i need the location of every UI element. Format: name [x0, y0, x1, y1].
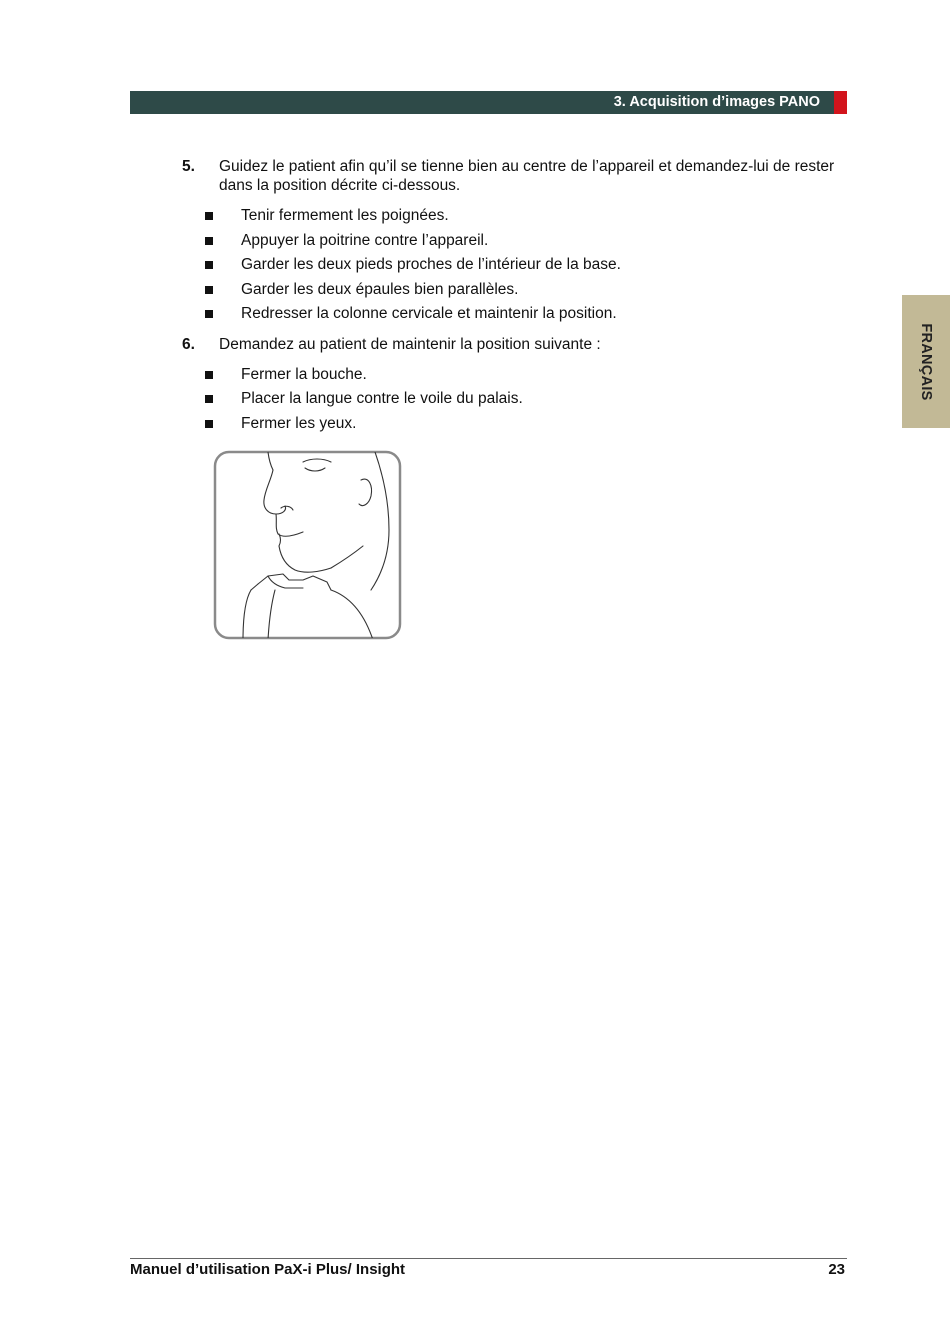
step-number: 5.: [182, 158, 195, 175]
section-header-bar: [130, 91, 834, 114]
list-item-text: Fermer la bouche.: [241, 366, 367, 383]
bullet-square-icon: [205, 237, 213, 245]
bullet-square-icon: [205, 395, 213, 403]
bullet-square-icon: [205, 310, 213, 318]
footer-page-number: 23: [828, 1261, 845, 1278]
header-accent-block: [834, 91, 847, 114]
list-item-text: Redresser la colonne cervicale et maintenir la position.: [241, 305, 617, 322]
footer-divider: [130, 1258, 847, 1259]
language-tab: [902, 295, 950, 428]
list-item-text: Fermer les yeux.: [241, 415, 357, 432]
bullet-square-icon: [205, 261, 213, 269]
step-number: 6.: [182, 336, 195, 353]
footer-manual-title: Manuel d’utilisation PaX-i Plus/ Insight: [130, 1261, 406, 1278]
section-title: 3. Acquisition d’images PANO: [613, 94, 820, 110]
bullet-square-icon: [205, 371, 213, 379]
patient-profile-illustration: [213, 450, 402, 640]
bullet-square-icon: [205, 212, 213, 220]
list-item-text: Garder les deux pieds proches de l’intérieur de la base.: [241, 256, 621, 273]
patient-profile-closed-eyes-illustration: [213, 450, 402, 640]
list-item-text: Garder les deux épaules bien parallèles.: [241, 281, 519, 298]
language-tab-label: FRANÇAIS: [918, 322, 934, 401]
step-text: Demandez au patient de maintenir la position suivante :: [219, 336, 601, 353]
step-text: Guidez le patient afin qu’il se tienne bien au centre de l’appareil et demandez-lui de rester dans la position décrite ci-dessous.: [219, 158, 835, 194]
list-item-text: Tenir fermement les poignées.: [241, 207, 449, 224]
list-item-text: Appuyer la poitrine contre l’appareil.: [241, 232, 489, 249]
bullet-square-icon: [205, 420, 213, 428]
list-item-text: Placer la langue contre le voile du palais.: [241, 390, 523, 407]
bullet-square-icon: [205, 286, 213, 294]
